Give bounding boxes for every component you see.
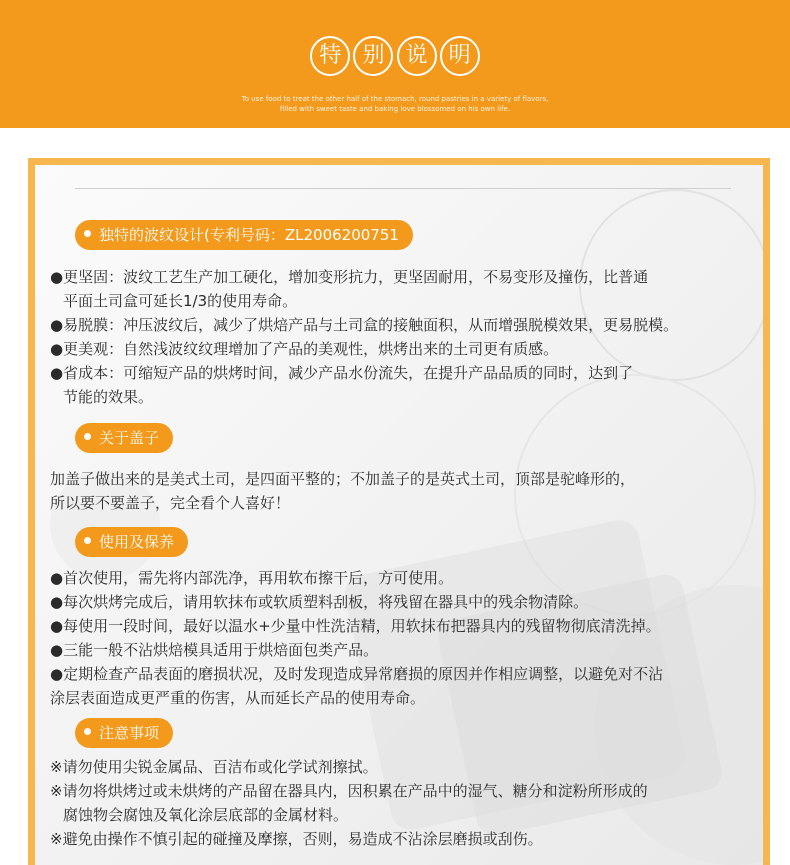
text-line: ●每使用一段时间，最好以温水+少量中性洗洁精，用软抹布把器具内的残留物彻底清洗掉。 xyxy=(50,617,661,635)
section-heading-label: 注意事项 xyxy=(99,724,160,742)
text-line: ●更美观：自然浅波纹纹理增加了产品的美观性，烘烤出来的土司更有质感。 xyxy=(50,340,559,358)
banner-subtitle xyxy=(0,94,790,114)
text-line: ●首次使用，需先将内部洗净，再用软布擦干后，方可使用。 xyxy=(50,569,454,587)
text-line: ※避免由操作不慎引起的碰撞及摩擦，否则，易造成不沾涂层磨损或刮伤。 xyxy=(50,830,543,848)
section-heading xyxy=(75,527,188,557)
text-line: 节能的效果。 xyxy=(63,388,154,406)
text-line: ●更坚固：波纹工艺生产加工硬化，增加变形抗力，更坚固耐用，不易变形及撞伤，比普通 xyxy=(50,268,649,286)
title-char: 特 xyxy=(310,36,350,76)
text-line: ※请勿将烘烤过或未烘烤的产品留在器具内，因积累在产品中的湿气、糖分和淀粉所形成的 xyxy=(50,782,648,800)
section-heading xyxy=(75,220,413,250)
banner-subtitle-line: filled with sweet taste and baking love blossomed on his own life. xyxy=(279,105,511,113)
banner-subtitle-line: To use food to treat the other half of the stomach, round pastries in a variety of flavors, xyxy=(241,95,549,103)
text-line: ●每次烘烤完成后，请用软抹布或软质塑料刮板，将残留在器具中的残余物清除。 xyxy=(50,593,589,611)
section-heading xyxy=(75,718,173,748)
section-heading-label: 使用及保养 xyxy=(99,533,175,551)
text-line: 加盖子做出来的是美式土司，是四面平整的；不加盖子的是英式土司，顶部是驼峰形的， xyxy=(50,470,636,488)
text-line: 腐蚀物会腐蚀及氧化涂层底部的金属材料。 xyxy=(63,806,349,824)
text-line: 涂层表面造成更严重的伤害，从而延长产品的使用寿命。 xyxy=(50,689,426,707)
title-char: 明 xyxy=(440,36,480,76)
text-line: ●三能一般不沾烘焙模具适用于烘焙面包类产品。 xyxy=(50,641,379,659)
title-char: 说 xyxy=(397,36,437,76)
text-line: 平面土司盒可延长1/3的使用寿命。 xyxy=(63,292,298,310)
bullet-dot-icon xyxy=(84,230,91,237)
divider xyxy=(75,188,731,189)
bullet-dot-icon xyxy=(84,433,91,440)
banner-title xyxy=(0,36,790,76)
text-line: 所以要不要盖子，完全看个人喜好！ xyxy=(50,494,291,512)
content-frame xyxy=(28,158,770,865)
section-heading xyxy=(75,423,173,453)
section-heading-label: 关于盖子 xyxy=(99,429,160,447)
header-banner xyxy=(0,0,790,128)
bullet-dot-icon xyxy=(84,728,91,735)
title-char: 别 xyxy=(353,36,393,76)
text-line: ●易脱膜：冲压波纹后，减少了烘焙产品与土司盒的接触面积，从而增强脱模效果，更易脱模。 xyxy=(50,316,679,334)
section-heading-label: 独特的波纹设计(专利号码：ZL2006200751 xyxy=(99,226,399,244)
text-line: ●定期检查产品表面的磨损状况，及时发现造成异常磨损的原因并作相应调整，以避免对不沾 xyxy=(50,665,664,683)
bullet-dot-icon xyxy=(84,537,91,544)
text-line: ※请勿使用尖锐金属品、百洁布或化学试剂擦拭。 xyxy=(50,758,378,776)
text-line: ●省成本：可缩短产品的烘烤时间，减少产品水份流失，在提升产品品质的同时，达到了 xyxy=(50,364,634,382)
